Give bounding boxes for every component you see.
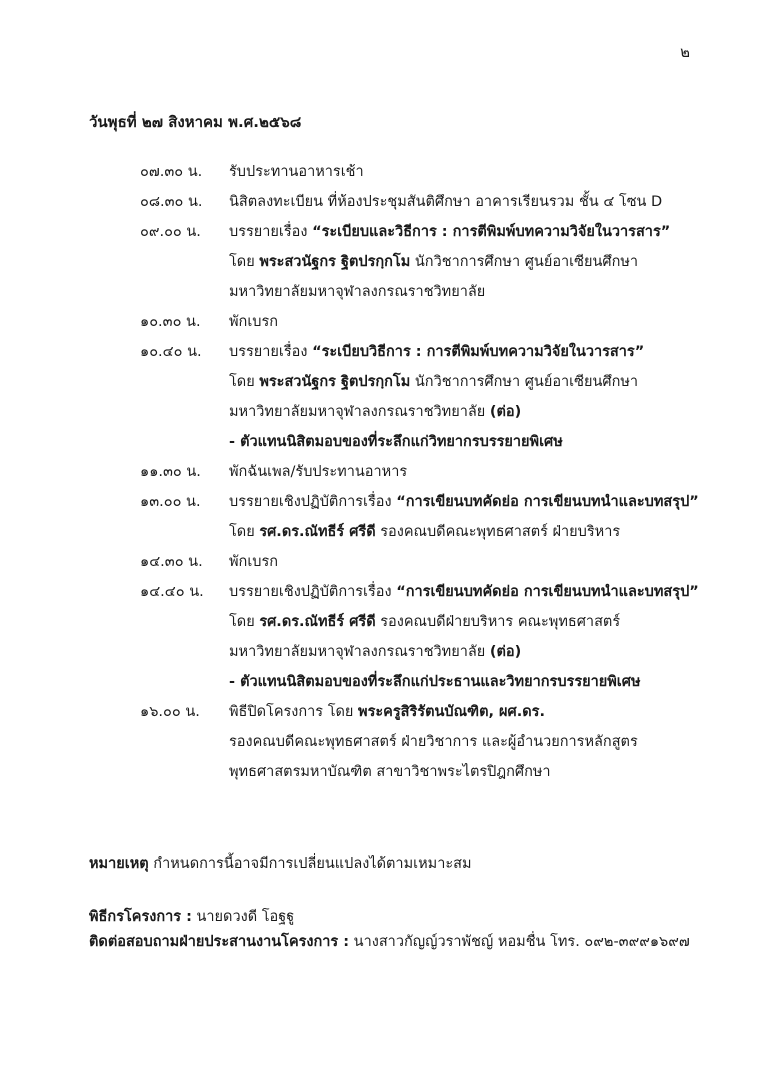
org-line [229,640,521,663]
speaker-line [229,370,638,393]
schedule-continuation [0,760,768,790]
lecture-title: “ระเบียบและวิธีการ : การตีพิมพ์บทความวิจัยในวารสาร” [312,224,671,240]
contact-text: นางสาวกัญญ์วราพัชญ์ หอมชื่น โทร. ๐๙๒-๓๙๙๑๖๙๗ [349,934,690,950]
schedule-time: ๑๖.๐๐ น. [140,704,200,720]
schedule-continuation [0,370,768,400]
speaker-role: รองคณบดีฝ่ายบริหาร คณะพุทธศาสตร์ [375,614,621,630]
speaker-role: นักวิชาการศึกษา ศูนย์อาเซียนศึกษา [410,254,639,270]
schedule-item [0,580,768,610]
schedule [0,160,768,790]
schedule-continuation [0,670,768,700]
schedule-continuation [0,280,768,310]
schedule-text [229,580,699,603]
by-prefix: โดย [229,374,260,390]
org-name: มหาวิทยาลัยมหาจุฬาลงกรณราชวิทยาลัย [229,644,490,660]
by-prefix: โดย [229,254,260,270]
schedule-text [229,340,644,363]
schedule-text [229,700,545,723]
by-prefix: โดย [229,524,260,540]
org-suffix: (ต่อ) [489,404,522,420]
speaker-line [229,520,620,543]
schedule-item [0,310,768,340]
lecture-title: “การเขียนบทคัดย่อ การเขียนบทนำและบทสรุป” [396,494,699,510]
schedule-continuation [0,610,768,640]
presider-role-line: รองคณบดีคณะพุทธศาสตร์ ฝ่ายวิชาการ และผู้อำนวยการหลักสูตร [229,734,638,750]
schedule-text: รับประทานอาหารเช้า [229,164,364,180]
org-name: มหาวิทยาลัยมหาจุฬาลงกรณราชวิทยาลัย [229,404,490,420]
schedule-time: ๐๘.๓๐ น. [140,194,203,210]
lecture-title: “การเขียนบทคัดย่อ การเขียนบทนำและบทสรุป” [396,584,699,600]
schedule-text: นิสิตลงทะเบียน ที่ห้องประชุมสันติศึกษา อาคารเรียนรวม ชั้น ๔ โซน D [229,194,663,210]
schedule-text: พักเบรก [229,314,279,330]
closing-presider: พระครูสิริรัตนบัณฑิต, ผศ.ดร. [358,704,545,720]
extra-line: - ตัวแทนนิสิตมอบของที่ระลึกแก่ประธานและวิทยากรบรรยายพิเศษ [229,674,641,690]
schedule-item [0,490,768,520]
schedule-text [229,220,670,243]
presider-program-line: พุทธศาสตรมหาบัณฑิต สาขาวิชาพระไตรปิฎกศึกษา [229,764,551,780]
schedule-time: ๑๔.๓๐ น. [140,554,203,570]
schedule-continuation [0,400,768,430]
lecture-title: “ระเบียบวิธีการ : การตีพิมพ์บทความวิจัยในวารสาร” [312,344,645,360]
mc-info [89,905,294,928]
speaker-name: พระสวนัฐกร ฐิตปรกฺกโม [259,254,411,270]
contact-info [89,930,690,953]
lecture-prefix: บรรยายเรื่อง [229,344,313,360]
schedule-item [0,460,768,490]
note-label: หมายเหตุ [89,856,149,872]
schedule-time: ๑๔.๔๐ น. [140,584,204,600]
note-text: กำหนดการนี้อาจมีการเปลี่ยนแปลงได้ตามเหมาะสม [148,856,472,872]
schedule-item [0,340,768,370]
schedule-item [0,700,768,730]
schedule-item [0,220,768,250]
speaker-name: พระสวนัฐกร ฐิตปรกฺกโม [259,374,411,390]
schedule-time: ๐๙.๐๐ น. [140,224,201,240]
schedule-time: ๑๑.๓๐ น. [140,464,201,480]
org-suffix: (ต่อ) [489,644,522,660]
schedule-time: ๑๐.๔๐ น. [140,344,202,360]
mc-label: พิธีกรโครงการ : [89,909,192,925]
speaker-name: รศ.ดร.ณัทธีร์ ศรีดี [259,614,376,630]
schedule-continuation [0,430,768,460]
schedule-time: ๐๗.๓๐ น. [140,164,203,180]
schedule-item [0,190,768,220]
schedule-text: พักเบรก [229,554,279,570]
schedule-continuation [0,640,768,670]
schedule-item [0,550,768,580]
schedule-continuation [0,250,768,280]
speaker-role: รองคณบดีคณะพุทธศาสตร์ ฝ่ายบริหาร [375,524,621,540]
org-line [229,400,521,423]
speaker-line [229,610,620,633]
lecture-prefix: บรรยายเรื่อง [229,224,313,240]
schedule-text [229,490,699,513]
note [89,852,472,875]
mc-name: นายดวงดี โอฐฐู [191,909,295,925]
by-prefix: โดย [229,614,260,630]
schedule-continuation [0,730,768,760]
closing-prefix: พิธีปิดโครงการ โดย [229,704,359,720]
extra-line: - ตัวแทนนิสิตมอบของที่ระลึกแก่วิทยากรบรรยายพิเศษ [229,434,563,450]
schedule-time: ๑๓.๐๐ น. [140,494,201,510]
contact-label: ติดต่อสอบถามฝ่ายประสานงานโครงการ : [89,934,350,950]
lecture-prefix: บรรยายเชิงปฏิบัติการเรื่อง [229,494,397,510]
lecture-prefix: บรรยายเชิงปฏิบัติการเรื่อง [229,584,397,600]
date-heading: วันพุธที่ ๒๗ สิงหาคม พ.ศ.๒๕๖๘ [89,113,302,131]
speaker-name: รศ.ดร.ณัทธีร์ ศรีดี [259,524,376,540]
schedule-continuation [0,520,768,550]
schedule-item [0,160,768,190]
speaker-role: นักวิชาการศึกษา ศูนย์อาเซียนศึกษา [410,374,639,390]
speaker-line [229,250,638,273]
schedule-time: ๑๐.๓๐ น. [140,314,201,330]
page-number: ๒ [680,43,690,61]
org-line: มหาวิทยาลัยมหาจุฬาลงกรณราชวิทยาลัย [229,284,486,300]
schedule-text: พักฉันเพล/รับประทานอาหาร [229,464,408,480]
